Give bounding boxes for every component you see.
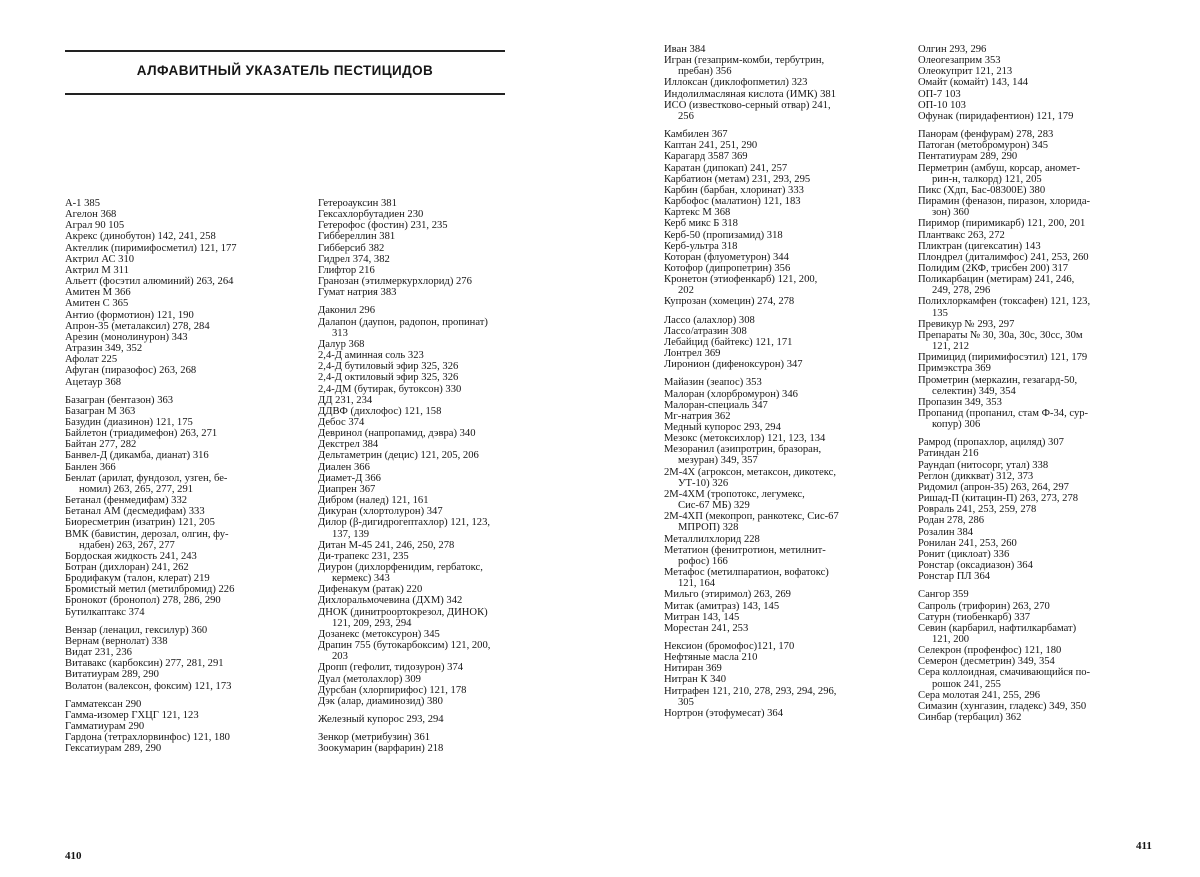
index-entry: Дилор (β-дигидрогептахлор) 121, 123, [318,517,491,529]
index-entry: Сера молотая 241, 255, 296 [918,689,1041,701]
index-entry: Дэк (алар, диаминозид) 380 [318,695,443,707]
index-entry: Лассо (алахлор) 308 [664,314,755,326]
section-gap [664,370,910,377]
index-entry: Метафос (метилпаратион, вофатокс) [664,567,829,579]
index-entry-continuation: 313 [332,327,348,339]
index-entry: Ронилан 241, 253, 260 [918,537,1017,549]
right-page [600,0,1200,877]
index-entry: ДНОК (динитроортокрезол, ДИНОК) [318,606,488,618]
index-entry: Мезоранил (аэипротрин, бразоран, [664,444,822,456]
index-entry: Атразин 349, 352 [65,343,143,355]
index-entry: Иван 384 [664,44,706,55]
index-entry: Панорам (фенфурам) 278, 283 [918,129,1054,141]
index-column [65,198,305,755]
index-entry: Диален 366 [318,461,370,473]
index-entry: Селекрон (профенфос) 121, 180 [918,645,1062,657]
index-entry: Гранозан (этилмеркурхлорид) 276 [318,276,472,288]
index-entry: Ронит (циклоат) 336 [918,548,1010,560]
index-entry: Синбар (тербацил) 362 [918,712,1022,724]
index-entry: Купрозан (хомецин) 274, 278 [664,296,795,308]
section-gap [65,618,305,625]
index-entry: Патоган (метобромурон) 345 [918,140,1049,152]
index-entry: Гетерофос (фостин) 231, 235 [318,220,448,232]
index-entry: Банвел-Д (дикамба, дианат) 316 [65,450,209,462]
index-entry: Бутилкаптакс 374 [65,606,145,618]
index-entry: Ронстар (оксадиазон) 364 [918,560,1033,572]
index-entry-continuation: 121, 212 [932,341,970,353]
index-entry: Мезокс (метоксихлор) 121, 123, 134 [664,433,826,445]
index-entry: Драпин 755 (бутокарбоксим) 121, 200, [318,640,491,652]
page-number: 411 [1136,840,1152,852]
index-entry: Митак (амитраз) 143, 145 [664,600,780,612]
index-entry: Морестан 241, 253 [664,622,749,634]
index-entry: Биоресметрин (изатрин) 121, 205 [65,517,215,529]
index-entry: Превикур № 293, 297 [918,318,1015,330]
index-entry: Бордоская жидкость 241, 243 [65,550,197,562]
index-entry: Аграл 90 105 [65,220,125,232]
index-entry: Зоокумарин (варфарин) 218 [318,743,444,755]
section-gap [318,725,556,732]
index-entry: Карбатион (метам) 231, 293, 295 [664,173,811,185]
index-entry: Бромистый метил (метилбромид) 226 [65,584,235,596]
index-entry: Амитен С 365 [65,298,129,310]
index-entry: 2,4-Д октиловый эфир 325, 326 [318,372,459,384]
index-entry: Каптан 241, 251, 290 [664,140,758,152]
index-entry: Афуган (пиразофос) 263, 268 [65,365,197,377]
index-entry: ВМК (бавистин, дерозал, олгин, фу- [65,528,229,540]
index-entry: Нексион (бромофос)121, 170 [664,640,795,652]
index-entry: Олгин 293, 296 [918,44,987,55]
index-entry: Далапон (даупон, радопон, пропинат) [318,316,488,328]
index-entry: Игран (гезаприм-комби, тербутрин, [664,55,825,67]
index-entry: Ди-трапекс 231, 235 [318,550,409,562]
index-entry: Байтан 277, 282 [65,439,137,451]
title-bottom-rule [65,93,505,95]
index-entry: Нитрафен 121, 210, 278, 293, 294, 296, [664,685,837,697]
index-entry: Нитиран 369 [664,663,722,675]
index-entry: Вернам (вернолат) 338 [65,635,168,647]
index-entry: Метатион (фенитротион, метилнит- [664,544,826,556]
index-entry: Металлилхлорид 228 [664,533,760,545]
index-entry-continuation: пребан) 356 [678,66,732,78]
index-entry-continuation: номил) 263, 265, 277, 291 [79,483,194,495]
index-entry: Карбофос (малатион) 121, 183 [664,196,801,208]
index-entry: Арезин (монолинурон) 343 [65,331,188,343]
index-entry: 2,4-ДМ (бутирак, бутоксон) 330 [318,383,462,395]
index-entry: Диамет-Д 366 [318,472,381,484]
index-entry: Акрекс (динобутон) 142, 241, 258 [65,231,216,243]
index-entry: Дихлоральмочевина (ДХМ) 342 [318,595,463,607]
index-entry: Дозанекс (метоксурон) 345 [318,628,440,640]
index-entry: Витавакс (карбоксин) 277, 281, 291 [65,658,224,670]
section-gap [918,582,1164,589]
index-entry: Дебос 374 [318,416,365,428]
index-entry: Гиббереллин 381 [318,231,396,243]
index-entry: Лассо/атразин 308 [664,325,747,337]
index-entry: Банлен 366 [65,461,116,473]
index-entry: Бетанал (фенмедифам) 332 [65,495,188,507]
index-entry: Ронстар ПЛ 364 [918,571,991,583]
index-entry-continuation: зон) 360 [932,207,970,219]
index-entry: Керб микс Б 318 [664,218,738,230]
index-entry: Ридомил (апрон-35) 263, 264, 297 [918,481,1069,493]
section-gap [918,122,1164,129]
index-entry: Бродифакум (талон, клерат) 219 [65,573,210,585]
index-entry: Медный купорос 293, 294 [664,422,781,433]
index-entry: Бенлат (арилат, фундозол, узген, бе- [65,472,228,484]
index-entry: Розалин 384 [918,526,974,538]
index-entry: Кронетон (этиофенкарб) 121, 200, [664,274,818,286]
index-entry-continuation: 121, 200 [932,633,970,645]
index-entry: Диапрен 367 [318,483,376,495]
index-entry: Примицид (пиримифосэтил) 121, 179 [918,352,1088,364]
index-entry: Волатон (валексон, фоксим) 121, 173 [65,680,232,692]
index-entry: Сангор 359 [918,589,969,601]
index-entry: Дельтаметрин (децис) 121, 205, 206 [318,450,479,462]
index-entry: Гексахлорбутадиен 230 [318,209,424,221]
section-gap [664,308,910,315]
index-column [664,44,910,719]
index-entry: Рамрод (пропахлор, ациляд) 307 [918,437,1064,449]
index-entry: 2М-4Х (агроксон, метаксон, дикотекс, [664,466,836,478]
index-entry: Карбин (барбан, хлоринат) 333 [664,184,804,196]
index-entry-continuation: кермекс) 343 [332,573,390,585]
index-entry-continuation: 203 [332,651,348,663]
index-entry: Иллоксан (диклофопметил) 323 [664,77,808,89]
index-entry: Лиронион (дифеноксурон) 347 [664,359,803,371]
index-entry: Базагран (бентазон) 363 [65,394,174,406]
section-gap [664,122,910,129]
index-entry-continuation: селектин) 349, 354 [932,385,1016,397]
index-entry: Глифтор 216 [318,264,375,276]
index-entry: Полидим (2КФ, трисбен 200) 317 [918,262,1069,274]
index-entry: Дурсбан (хлорпирифос) 121, 178 [318,684,467,696]
index-entry: Агелон 368 [65,209,117,221]
index-entry: Дитан М-45 241, 246, 250, 278 [318,539,455,551]
index-entry: Поликарбацин (метирам) 241, 246, [918,274,1075,286]
index-entry: Олеокуприт 121, 213 [918,66,1013,78]
section-gap [318,707,556,714]
index-entry: Плантвакс 263, 272 [918,229,1005,241]
index-entry: Далур 368 [318,338,365,350]
index-entry: Олеогезаприм 353 [918,55,1001,67]
index-entry: Нортрон (этофумесат) 364 [664,707,784,719]
index-entry: Пликтран (цигексатин) 143 [918,240,1041,252]
index-entry: Симазин (хунгазин, гладекс) 349, 350 [918,700,1087,712]
index-entry: ДДВФ (дихлофос) 121, 158 [318,405,442,417]
index-entry: Нефтяные масла 210 [664,652,758,664]
index-entry: Ратиндан 216 [918,448,979,460]
index-entry: Дропп (гефолит, тидозурон) 374 [318,662,464,674]
index-entry: 2,4-Д аминная соль 323 [318,350,424,362]
section-gap [65,388,305,395]
index-entry-continuation: рин-н, талкорд) 121, 205 [932,173,1042,185]
index-entry: Актрил М 311 [65,264,129,276]
index-entry: Гамматиурам 290 [65,721,145,733]
index-entry-continuation: мезуран) 349, 357 [678,455,758,467]
index-entry: Бронокот (бронопол) 278, 286, 290 [65,595,221,607]
index-entry: Перметрин (амбуш, корсар, аномет- [918,162,1080,174]
index-entry: Картекс М 368 [664,207,731,219]
index-entry-continuation: 121, 164 [678,578,716,590]
index-entry: Семерон (десметрин) 349, 354 [918,656,1055,668]
index-entry-continuation: ндабен) 263, 267, 277 [79,539,175,551]
index-entry: A-1 385 [65,198,101,209]
index-entry: Нитран К 340 [664,674,727,686]
index-entry: Лонтрел 369 [664,348,721,360]
index-entry: Девринол (напропамид, дэвра) 340 [318,428,476,440]
index-entry-continuation: 135 [932,307,948,319]
index-entry: Альетт (фосэтил алюминий) 263, 264 [65,276,234,288]
index-entry: Антио (формотион) 121, 190 [65,309,194,321]
index-entry: Пикс (Хдп, Бас-08300Е) 380 [918,184,1046,196]
index-entry: Пропанид (пропанил, стам Ф-34, сур- [918,408,1089,419]
section-gap [65,692,305,699]
index-entry: Дуал (метолахлор) 309 [318,673,421,685]
index-entry: Сапроль (трифорин) 263, 270 [918,600,1050,612]
index-entry-continuation: 121, 209, 293, 294 [332,617,412,629]
index-entry: 2М-4ХП (мекопроп, ранкотекс, Сис-67 [664,511,839,523]
index-entry: Гамма-изомер ГХЦГ 121, 123 [65,709,199,721]
index-entry: Гамматексан 290 [65,698,142,710]
index-entry: Апрон-35 (металаксил) 278, 284 [65,320,210,332]
index-column [318,198,556,755]
index-entry: Ровраль 241, 253, 259, 278 [918,504,1037,516]
index-entry: Полихлоркамфен (токсафен) 121, 123, [918,296,1091,308]
index-entry: ИСО (известково-серный отвар) 241, [664,99,831,111]
index-entry: Севин (карбарил, нафтилкарбамат) [918,622,1077,634]
index-entry: Видат 231, 236 [65,647,132,659]
index-entry-continuation: 202 [678,285,694,297]
index-entry-continuation: 137, 139 [332,528,370,540]
index-entry: Гидрел 374, 382 [318,253,390,265]
index-entry-continuation: 249, 278, 296 [932,285,991,297]
index-entry: Керб-50 (пропизамид) 318 [664,229,783,241]
index-entry: Актеллик (пиримифосметил) 121, 177 [65,242,237,254]
index-entry: ОП-10 103 [918,99,966,111]
index-entry: Препараты № 30, 30а, 30с, 30сс, 30м [918,329,1083,341]
index-entry: Пиримор (пиримикарб) 121, 200, 201 [918,218,1086,230]
index-entry: Гардона (тетрахлорвинфос) 121, 180 [65,732,230,744]
index-entry: Камбилен 367 [664,129,728,141]
index-entry: Сера коллоидная, смачивающийся по- [918,667,1091,679]
index-entry: Ацетаур 368 [65,376,122,388]
index-entry: Дибром (налед) 121, 161 [318,495,429,507]
index-entry: Примэкстра 369 [918,363,991,375]
index-entry: ОП-7 103 [918,88,961,100]
index-entry: Дифенакум (ратак) 220 [318,584,423,596]
index-entry-continuation: рофос) 166 [678,555,728,567]
index-entry: Гибберсиб 382 [318,242,385,254]
index-entry: Офунак (пиридафентион) 121, 179 [918,110,1074,122]
index-entry: Байлетон (триадимефон) 263, 271 [65,428,218,440]
index-entry: Прометрин (меркazин, гезагард-50, [918,374,1078,386]
index-entry-continuation: МПРОП) 328 [678,522,739,534]
index-entry: Бетанал АМ (десмедифам) 333 [65,506,205,518]
index-entry-continuation: УТ-10) 326 [678,477,729,489]
index-entry: Мильго (этиримол) 263, 269 [664,589,791,601]
index-entry: Пропазин 349, 353 [918,396,1002,408]
index-entry: Керб-ультра 318 [664,240,738,252]
section-gap [318,298,556,305]
index-entry: Родан 278, 286 [918,515,985,527]
index-entry-continuation: копур) 306 [932,419,981,431]
index-entry: Каратан (дипокап) 241, 257 [664,162,788,174]
index-entry-continuation: 305 [678,696,694,708]
index-column [918,44,1164,723]
index-entry: Базагран М 363 [65,405,136,417]
index-entry: Малоран (хлорбромурон) 346 [664,388,798,400]
index-entry: Карагард 3587 369 [664,151,748,163]
index-entry: Лебайцид (байтекс) 121, 171 [664,336,793,348]
index-entry: Гетероауксин 381 [318,198,397,209]
index-entry: Митран 143, 145 [664,611,740,623]
index-entry: Майазин (зеапос) 353 [664,377,762,389]
index-entry: Ришад-П (китацин-П) 263, 273, 278 [918,493,1079,505]
index-entry: Реглон (диккват) 312, 373 [918,470,1034,482]
index-entry: Пирамин (феназон, пиразон, хлорида- [918,196,1091,208]
index-entry-continuation: рошок 241, 255 [932,678,1001,690]
index-entry: Малоран-специаль 347 [664,399,768,411]
page-number: 410 [65,850,82,862]
index-entry: ДД 231, 234 [318,394,373,406]
index-entry: Сатурн (тиобенкарб) 337 [918,611,1031,623]
index-entry: Плондрел (диталимфос) 241, 253, 260 [918,251,1089,263]
index-entry-continuation: Сис-67 МБ) 329 [678,500,750,512]
index-entry: Ботран (дихлоран) 241, 262 [65,562,189,573]
index-entry: Зенкор (метрибузин) 361 [318,732,431,744]
page-title: АЛФАВИТНЫЙ УКАЗАТЕЛЬ ПЕСТИЦИДОВ [136,63,434,78]
title-top-rule [65,50,505,52]
section-gap [918,430,1164,437]
index-entry: 2М-4ХМ (тропотокс, легумекс, [664,488,805,500]
index-entry: Раундап (нитосорг, утал) 338 [918,459,1049,471]
index-entry: Актрил АС 310 [65,253,135,265]
index-entry: Омайт (комайт) 143, 144 [918,77,1029,89]
index-entry: Даконил 296 [318,305,375,317]
index-entry: Диурон (дихлорфенидим, гербатокс, [318,562,483,573]
index-entry: Базудин (диазинон) 121, 175 [65,416,193,428]
index-entry: Мг-натрия 362 [664,410,731,422]
index-entry: Афолат 225 [65,354,118,366]
index-entry: Котофор (дипропетрин) 356 [664,262,791,274]
index-entry: Дикуран (хлортолурон) 347 [318,506,443,518]
index-entry-continuation: 256 [678,110,694,122]
index-entry: 2,4-Д бутиловый эфир 325, 326 [318,361,459,373]
index-entry: Индолилмасляная кислота (ИМК) 381 [664,88,836,100]
index-entry: Пентатиурам 289, 290 [918,151,1018,163]
index-entry: Вензар (ленацил, гексилур) 360 [65,624,208,636]
index-entry: Гексатиурам 289, 290 [65,743,162,755]
index-entry: Амитен М 366 [65,287,131,299]
index-entry: Гумат натрия 383 [318,287,397,299]
index-entry: Железный купорос 293, 294 [318,714,444,726]
index-entry: Декстрел 384 [318,439,379,451]
index-entry: Которан (флуометурон) 344 [664,251,789,263]
index-entry: Витатиурам 289, 290 [65,669,159,681]
section-gap [664,634,910,641]
